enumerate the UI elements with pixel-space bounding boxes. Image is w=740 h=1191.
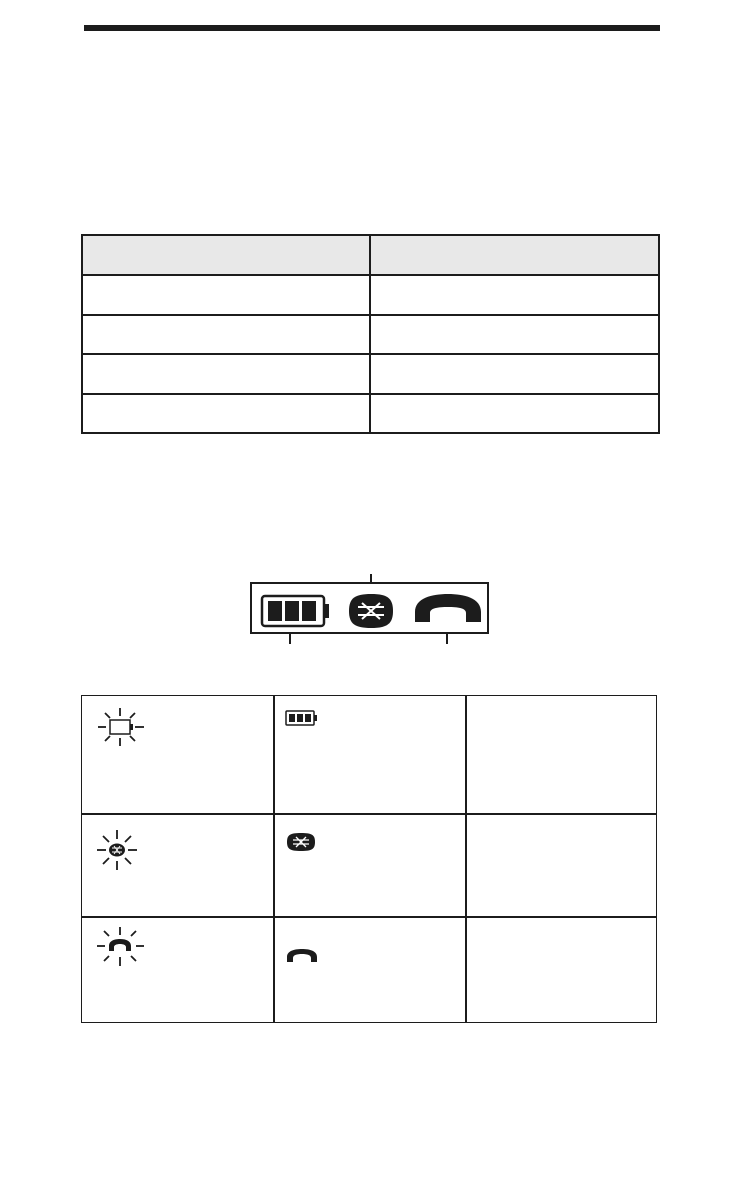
status-table — [81, 234, 660, 434]
top-rule — [84, 25, 660, 31]
bluetooth-icon — [349, 594, 393, 628]
icon-table — [81, 695, 657, 1023]
phone-icon — [415, 594, 481, 622]
battery-icon — [262, 596, 329, 626]
phone-flashing-icon — [94, 926, 148, 970]
callout-line-battery — [289, 632, 291, 644]
bluetooth-flashing-icon — [94, 828, 144, 872]
display-panel — [250, 582, 489, 634]
callout-line-phone — [446, 632, 448, 644]
icon-table-row-divider — [82, 916, 656, 918]
battery-full-icon — [285, 710, 319, 726]
status-table-column-divider — [369, 236, 371, 432]
status-table-row-divider — [83, 393, 658, 395]
display-icons — [252, 584, 487, 632]
icon-table-row-divider — [82, 813, 656, 815]
status-table-row-divider — [83, 314, 658, 316]
status-table-row-divider — [83, 353, 658, 355]
icon-table-column-divider — [465, 696, 467, 1022]
phone-icon — [286, 948, 318, 964]
battery-flashing-icon — [94, 706, 150, 750]
icon-table-column-divider — [273, 696, 275, 1022]
bluetooth-icon — [286, 832, 316, 852]
